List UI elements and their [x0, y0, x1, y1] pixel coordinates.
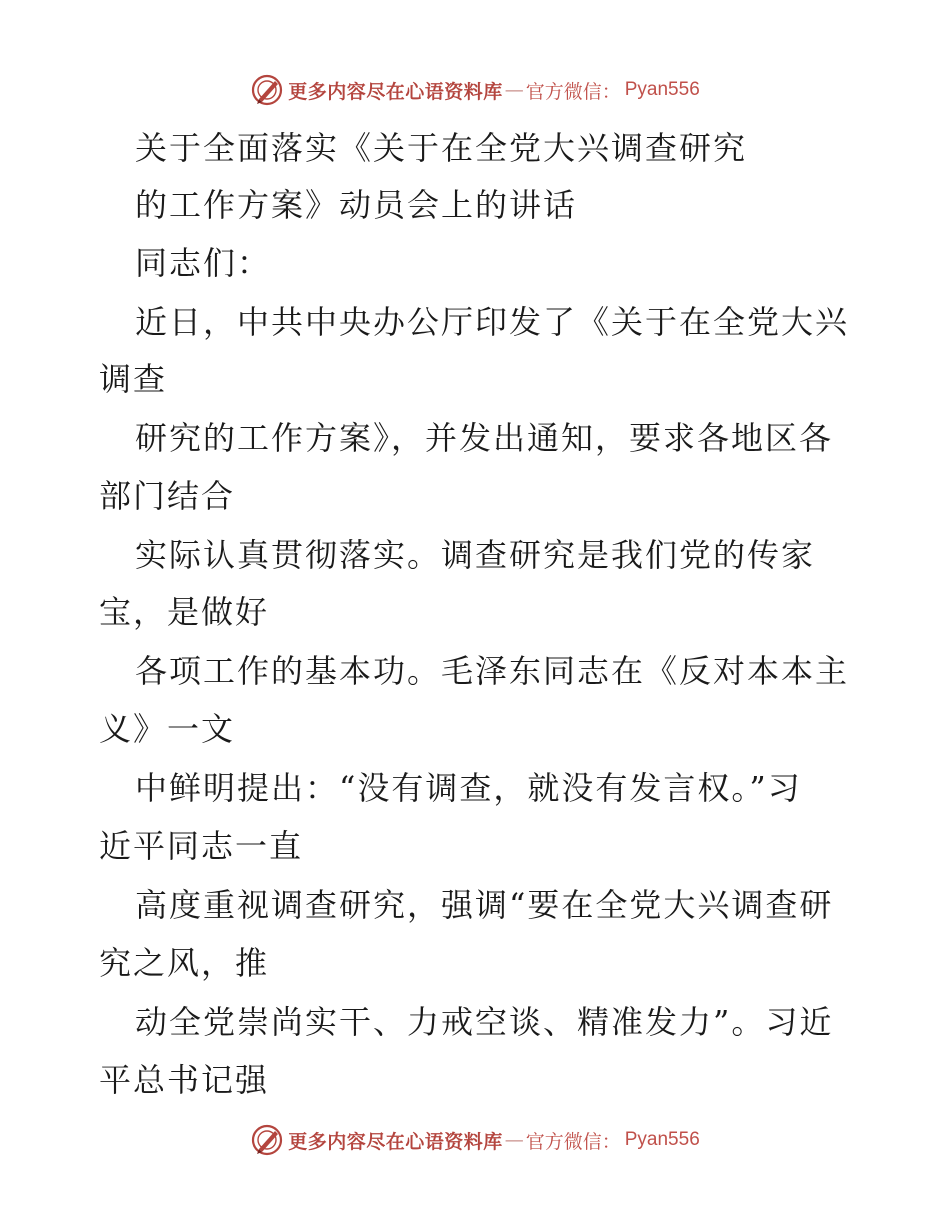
header-wechat-id: Pyan556 — [624, 79, 700, 100]
footer-separator: — — [504, 1129, 524, 1151]
text-line: 究之风，推 — [99, 944, 270, 982]
footer-wechat-label: 官方微信： — [525, 1130, 621, 1153]
text-line: 义》一文 — [99, 710, 236, 748]
header-separator: — — [504, 79, 524, 101]
text-line: 调查 — [99, 360, 168, 398]
footer-banner — [0, 1120, 950, 1160]
header-brand-text: 更多内容尽在心语资料库 — [288, 80, 503, 103]
text-line: 动全党崇尚实干、力戒空谈、精准发力”。习近 — [135, 1003, 834, 1041]
text-line: 平总书记强 — [99, 1061, 270, 1099]
text-line: 研究的工作方案》，并发出通知，要求各地区各 — [135, 419, 834, 457]
doc-title-line-2: 的工作方案》动员会上的讲话 — [135, 186, 578, 224]
pen-logo-icon — [250, 73, 284, 107]
text-line: 部门结合 — [99, 477, 236, 515]
footer-wechat-id: Pyan556 — [624, 1129, 700, 1150]
header-wechat-label: 官方微信： — [525, 80, 621, 103]
doc-title-line-1: 关于全面落实《关于在全党大兴调查研究 — [135, 129, 748, 167]
text-line: 高度重视调查研究，强调“要在全党大兴调查研 — [135, 886, 834, 924]
text-line: 宝，是做好 — [99, 593, 270, 631]
salutation: 同志们： — [135, 244, 272, 282]
footer-brand-text: 更多内容尽在心语资料库 — [288, 1130, 503, 1153]
text-line: 实际认真贯彻落实。调查研究是我们党的传家 — [135, 536, 816, 574]
pen-logo-icon — [250, 1123, 284, 1157]
text-line: 近平同志一直 — [99, 827, 304, 865]
text-line: 各项工作的基本功。毛泽东同志在《反对本本主 — [135, 652, 850, 690]
header-banner — [0, 70, 950, 110]
text-line: 近日，中共中央办公厅印发了《关于在全党大兴 — [135, 303, 850, 341]
text-line: 中鲜明提出：“没有调查，就没有发言权。”习 — [135, 769, 802, 807]
